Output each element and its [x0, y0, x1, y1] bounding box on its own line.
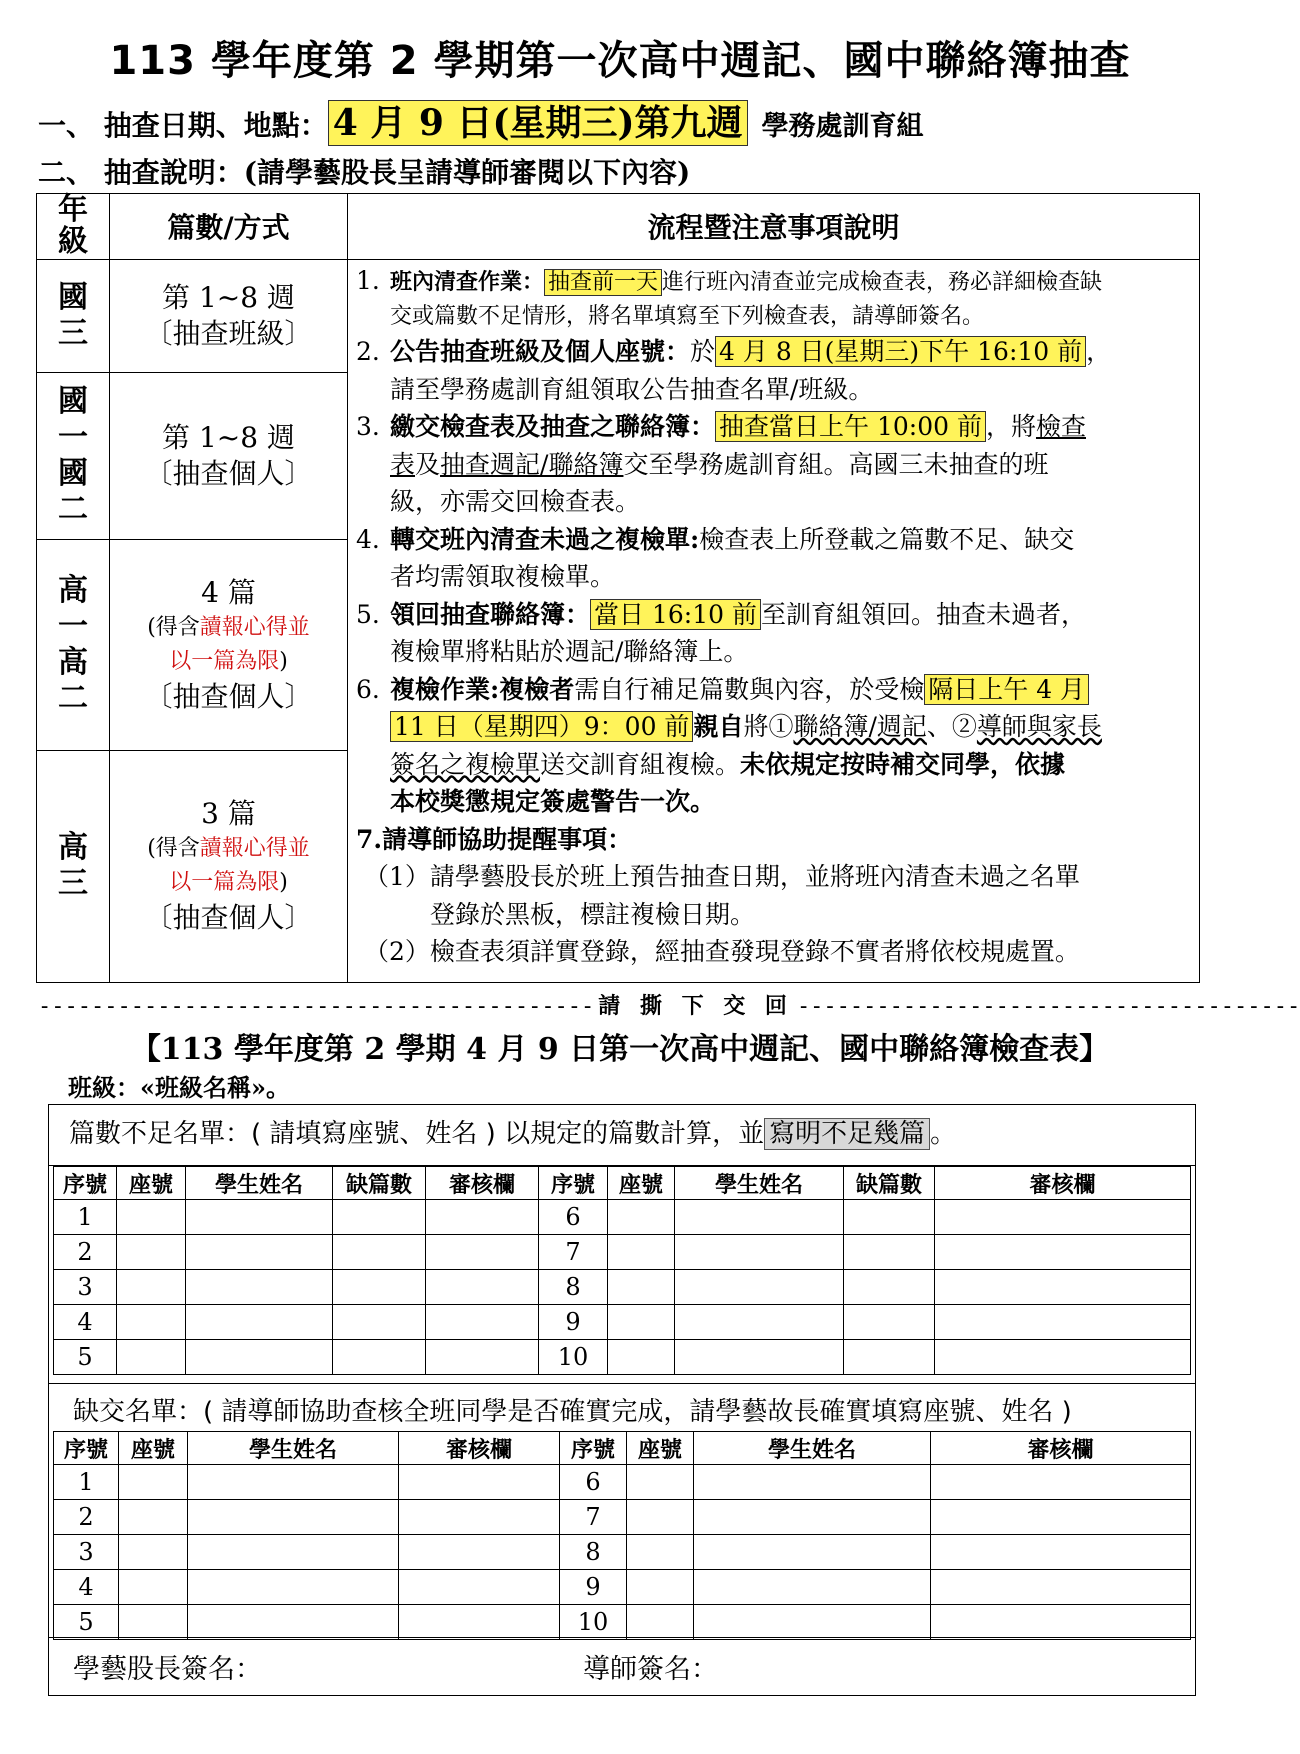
table-row: 1 6: [54, 1465, 1191, 1500]
note-6: 6. 複檢作業:複檢者需自行補足篇數與內容，於受檢 隔日上午 4 月: [356, 671, 1193, 709]
method-cell: 第 1~8 週 〔抽查班級〕: [110, 259, 348, 372]
method-cell: 4 篇 (得含讀報心得並 以一篇為限) 〔抽查個人〕: [110, 539, 348, 750]
notes-cell: 1. 班內清查作業： 抽查前一天 進行班內清查並完成檢查表，務必詳細檢查缺 交或篇數不足情形，將名單填寫至下列檢查表，請導師簽名。 2. 公告抽查班級及個人座號：於 4 月 8 日(星期三)下午 16:10 前 ， 請至學務處訓育組領取公告抽查名單/班級。 3. 繳交檢查表及抽查之聯絡簿： 抽查當日上午 10:00 前 ，將檢查 表及抽查週記/聯絡簿交至學務處訓育組。高國三未抽查的班 級，亦需交回檢查表。 4. 轉交班內清查未過之複檢單:檢查表上所登載之篇數不足、缺交 者均需領取複檢單。 5. 領回抽查聯絡簿： 當日 16:10 前 至訓育組領回。抽查未過者， 複檢單將粘貼於週記/聯絡簿上。 6. 複檢作業:複檢者需自行補足篇數與內容，於受檢 隔日上午 4 月 11 日（星期四）9：00 前 親自將①聯絡簿/週記、②導師與家長 簽名之複檢單送交訓育組複檢。未依規定按時補交同學，依據 本校獎懲規定簽處警告一次。 7.請導師協助提醒事項： （1）請學藝股長於班上預告抽查日期，並將班內清查未過之名單 登錄於黑板，標註複檢日期。 （2）檢查表須詳實登錄，經抽查發現登錄不實者將依校規處置。: [348, 259, 1200, 982]
form-title: 【113 學年度第 2 學期 4 月 9 日第一次高中週記、國中聯絡簿檢查表】: [130, 1032, 1110, 1067]
header-notes: 流程暨注意事項說明: [348, 194, 1200, 260]
teacher-signature-label: 導師簽名：: [583, 1654, 718, 1685]
table-header-row: 序號 座號 學生姓名 缺篇數 審核欄 序號 座號 學生姓名 缺篇數 審核欄: [54, 1167, 1191, 1200]
inspection-place: 學務處訓育組: [761, 111, 924, 142]
table-row: 3 8: [54, 1535, 1191, 1570]
table-row: 5 10: [54, 1605, 1191, 1640]
note-1: 1. 班內清查作業： 抽查前一天 進行班內清查並完成檢查表，務必詳細檢查缺: [356, 265, 1103, 295]
table-row: 2 7: [54, 1235, 1191, 1270]
header-grade: 年級: [37, 194, 110, 260]
note-7: 7.請導師協助提醒事項：: [356, 824, 633, 854]
grade-cell: 國三: [37, 259, 110, 372]
class-name-line: 班級：«班級名稱»。: [68, 1073, 290, 1102]
check-form: [48, 1104, 1196, 1696]
table-row: [37, 259, 1200, 372]
section-date-place: [38, 100, 924, 147]
grade-cell: 高一高二: [37, 539, 110, 750]
table-row: 2 7: [54, 1500, 1191, 1535]
note-4: 4. 轉交班內清查未過之複檢單:檢查表上所登載之篇數不足、缺交: [356, 524, 1075, 554]
tear-off-line: ------------------------------------------ 請 撕 下 交 回 --------------------------------------: [38, 993, 1300, 1019]
table-row: 4 9: [54, 1570, 1191, 1605]
note-5: 5. 領回抽查聯絡簿： 當日 16:10 前 至訓育組領回。抽查未過者，: [356, 599, 1086, 629]
table-row: 4 9: [54, 1305, 1191, 1340]
method-cell: 3 篇 (得含讀報心得並 以一篇為限) 〔抽查個人〕: [110, 750, 348, 982]
missing-list-table: [53, 1431, 1191, 1640]
table-header-row: 序號 座號 學生姓名 審核欄 序號 座號 學生姓名 審核欄: [54, 1432, 1191, 1465]
missing-list-heading: 缺交名單：( 請導師協助查核全班同學是否確實完成，請學藝故長確實填寫座號、姓名 ): [73, 1397, 1072, 1427]
header-method: 篇數/方式: [110, 194, 348, 260]
inspection-rules-table: [36, 193, 1200, 983]
section1-label: 一、 抽查日期、地點：: [38, 109, 328, 142]
table-header-row: [37, 194, 1200, 260]
page-title: 113 學年度第 2 學期第一次高中週記、國中聯絡簿抽查: [109, 38, 1131, 84]
grade-cell: 高三: [37, 750, 110, 982]
note-3: 3. 繳交檢查表及抽查之聯絡簿： 抽查當日上午 10:00 前 ，將檢查: [356, 412, 1086, 442]
table-row: 3 8: [54, 1270, 1191, 1305]
table-row: 5 10: [54, 1340, 1191, 1375]
inspection-date: 4 月 9 日(星期三)第九週: [328, 100, 748, 146]
insufficient-list-table: [53, 1166, 1191, 1375]
method-cell: 第 1~8 週 〔抽查個人〕: [110, 372, 348, 539]
section-explanation: 二、 抽查說明：(請學藝股長呈請導師審閱以下內容): [38, 156, 691, 189]
class-leader-signature-label: 學藝股長簽名：: [73, 1654, 262, 1685]
grade-cell: 國一國二: [37, 372, 110, 539]
table-row: 1 6: [54, 1200, 1191, 1235]
insufficient-list-heading: 篇數不足名單：( 請填寫座號、姓名 ) 以規定的篇數計算，並 寫明不足幾篇 。: [69, 1119, 957, 1149]
note-2: 2. 公告抽查班級及個人座號：於 4 月 8 日(星期三)下午 16:10 前 ，: [356, 337, 1112, 367]
